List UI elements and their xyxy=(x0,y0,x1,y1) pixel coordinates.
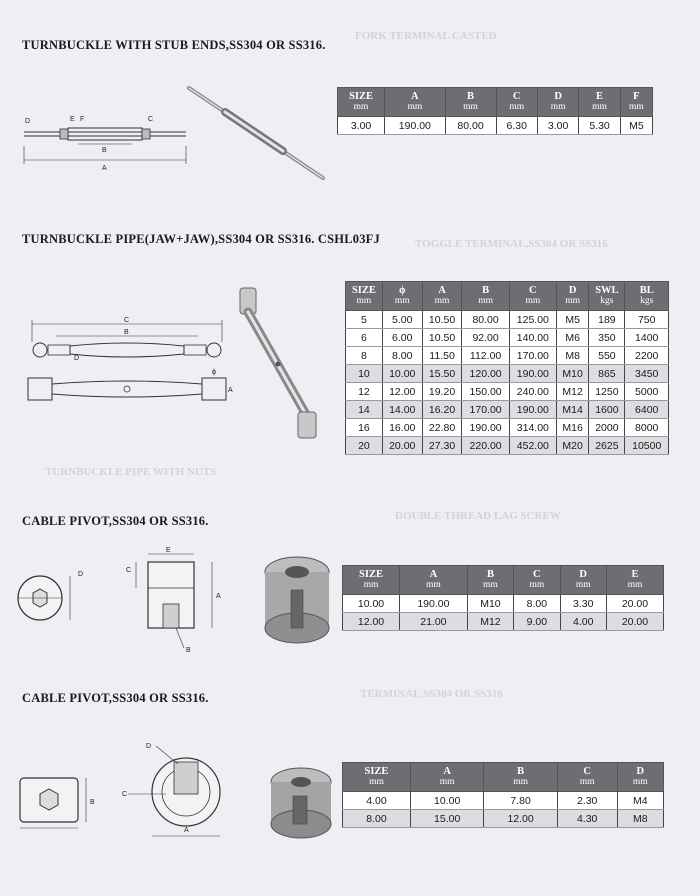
table-cell: 6.30 xyxy=(496,117,537,135)
table-row xyxy=(346,311,669,329)
dimension-label: ϕ xyxy=(212,369,216,376)
show-through-text: DOUBLE THREAD LAG SCREW xyxy=(395,510,561,522)
dimension-label: A xyxy=(184,827,189,834)
table-cell: 8.00 xyxy=(382,347,422,365)
cable-pivot-small-drawing-side xyxy=(14,770,104,832)
table-cell: M12 xyxy=(556,383,588,401)
table-cell: 4.00 xyxy=(343,792,411,810)
dimension-label: A xyxy=(102,165,107,172)
dimension-label: C xyxy=(148,116,154,123)
table-cell: 8.00 xyxy=(343,810,411,828)
cable-pivot-photo xyxy=(258,552,336,648)
table-cell: 190.00 xyxy=(400,595,468,613)
table-cell: 170.00 xyxy=(509,347,556,365)
column-header: SWL kgs xyxy=(589,282,625,311)
table-cell: 10 xyxy=(346,365,383,383)
dimension-label: B xyxy=(124,329,129,336)
table-cell: 750 xyxy=(625,311,669,329)
table-header-row xyxy=(346,282,669,311)
table-cell: 11.50 xyxy=(422,347,462,365)
table-cell: M4 xyxy=(617,792,663,810)
table-row xyxy=(346,329,669,347)
table-cell: 16.00 xyxy=(382,419,422,437)
cable-pivot-drawing-side xyxy=(118,548,236,652)
table-cell: M10 xyxy=(556,365,588,383)
table-cell: 20.00 xyxy=(606,595,663,613)
table-cell: 20 xyxy=(346,437,383,455)
table-cell: 1400 xyxy=(625,329,669,347)
table-cell: 189 xyxy=(589,311,625,329)
table-header-row xyxy=(343,763,664,792)
table-cell: 2200 xyxy=(625,347,669,365)
turnbuckle-pipe-drawing xyxy=(26,316,232,418)
table-cell: 92.00 xyxy=(462,329,509,347)
show-through-text: TOGGLE TERMINAL,SS304 OR SS316 xyxy=(415,238,608,250)
column-header: B mm xyxy=(445,88,496,117)
column-header: BL kgs xyxy=(625,282,669,311)
table-cell: 5000 xyxy=(625,383,669,401)
table-cell: M5 xyxy=(556,311,588,329)
table-cell: 14 xyxy=(346,401,383,419)
dimension-label: B xyxy=(102,147,107,154)
column-header: C mm xyxy=(557,763,617,792)
table-cell: 22.80 xyxy=(422,419,462,437)
dimension-label: D xyxy=(78,571,84,578)
table-cell: 15.00 xyxy=(410,810,483,828)
table-row xyxy=(346,365,669,383)
table-cell: 190.00 xyxy=(509,401,556,419)
table-cell: 865 xyxy=(589,365,625,383)
column-header: SIZE mm xyxy=(346,282,383,311)
show-through-text: TERMINAL,SS304 OR SS316 xyxy=(360,688,503,700)
table-cell: 12.00 xyxy=(382,383,422,401)
table-cell: 5.30 xyxy=(579,117,620,135)
table-cell: 6 xyxy=(346,329,383,347)
table-header-row xyxy=(343,566,664,595)
table-row xyxy=(343,613,664,631)
column-header: SIZE mm xyxy=(343,763,411,792)
table-cell: M8 xyxy=(617,810,663,828)
cable-pivot-small-drawing-front xyxy=(118,738,238,842)
dimension-label: D xyxy=(25,118,31,125)
column-header: SIZE mm xyxy=(338,88,385,117)
table-cell: 12 xyxy=(346,383,383,401)
table-cell: 150.00 xyxy=(462,383,509,401)
spec-table-turnbuckle-pipe xyxy=(345,281,669,455)
dimension-label: B xyxy=(186,647,191,654)
table-cell: 452.00 xyxy=(509,437,556,455)
table-cell: 240.00 xyxy=(509,383,556,401)
table-cell: 10.50 xyxy=(422,329,462,347)
table-cell: M20 xyxy=(556,437,588,455)
table-cell: 8000 xyxy=(625,419,669,437)
table-cell: M12 xyxy=(467,613,513,631)
table-cell: 190.00 xyxy=(462,419,509,437)
column-header: C mm xyxy=(514,566,560,595)
column-header: D mm xyxy=(556,282,588,311)
table-row xyxy=(346,401,669,419)
table-row xyxy=(343,792,664,810)
table-cell: 140.00 xyxy=(509,329,556,347)
table-cell: 5 xyxy=(346,311,383,329)
table-cell: 21.00 xyxy=(400,613,468,631)
dimension-label: A xyxy=(216,593,221,600)
table-cell: 220.00 xyxy=(462,437,509,455)
table-cell: 5.00 xyxy=(382,311,422,329)
table-cell: M14 xyxy=(556,401,588,419)
table-cell: 4.30 xyxy=(557,810,617,828)
table-cell: 14.00 xyxy=(382,401,422,419)
column-header: E mm xyxy=(579,88,620,117)
table-cell: 1250 xyxy=(589,383,625,401)
table-cell: 3.00 xyxy=(537,117,578,135)
table-cell: 4.00 xyxy=(560,613,606,631)
column-header: B mm xyxy=(467,566,513,595)
table-cell: 314.00 xyxy=(509,419,556,437)
cable-pivot-small-photo xyxy=(262,762,340,844)
column-header: SIZE mm xyxy=(343,566,400,595)
table-row xyxy=(338,117,653,135)
table-row xyxy=(343,595,664,613)
table-cell: 10.00 xyxy=(410,792,483,810)
column-header: ϕ mm xyxy=(382,282,422,311)
table-cell: 16.20 xyxy=(422,401,462,419)
table-cell: 16 xyxy=(346,419,383,437)
column-header: A mm xyxy=(410,763,483,792)
column-header: D mm xyxy=(537,88,578,117)
column-header: C mm xyxy=(509,282,556,311)
column-header: F mm xyxy=(620,88,652,117)
table-cell: 550 xyxy=(589,347,625,365)
table-cell: M6 xyxy=(556,329,588,347)
dimension-label: D xyxy=(146,743,152,750)
table-cell: 10500 xyxy=(625,437,669,455)
dimension-label: E xyxy=(70,116,75,123)
show-through-text: FORK TERMINAL CASTED xyxy=(355,30,497,42)
table-row xyxy=(346,383,669,401)
table-cell: 10.50 xyxy=(422,311,462,329)
column-header: A mm xyxy=(400,566,468,595)
table-cell: 19.20 xyxy=(422,383,462,401)
table-cell: 15.50 xyxy=(422,365,462,383)
table-cell: 2625 xyxy=(589,437,625,455)
table-cell: 1600 xyxy=(589,401,625,419)
table-cell: 10.00 xyxy=(382,365,422,383)
dimension-label: D xyxy=(74,355,80,362)
table-cell: 3450 xyxy=(625,365,669,383)
column-header: A mm xyxy=(385,88,445,117)
table-header-row xyxy=(338,88,653,117)
dimension-label: C xyxy=(126,567,132,574)
dimension-label: A xyxy=(228,387,233,394)
dimension-label: C xyxy=(122,791,128,798)
column-header: B mm xyxy=(462,282,509,311)
dimension-label: F xyxy=(80,116,85,123)
spec-table-cable-pivot-small xyxy=(342,762,664,828)
turnbuckle-stub-photo xyxy=(185,84,327,184)
section-title: CABLE PIVOT,SS304 OR SS316. xyxy=(22,691,209,705)
table-cell: 125.00 xyxy=(509,311,556,329)
table-cell: 8 xyxy=(346,347,383,365)
table-cell: 12.00 xyxy=(343,613,400,631)
show-through-text: TURNBUCKLE PIPE WITH NUTS xyxy=(45,466,217,478)
dimension-label: E xyxy=(166,547,171,554)
table-cell: 190.00 xyxy=(509,365,556,383)
cable-pivot-drawing-front xyxy=(14,570,100,626)
table-cell: 10.00 xyxy=(343,595,400,613)
column-header: D mm xyxy=(560,566,606,595)
table-cell: 80.00 xyxy=(462,311,509,329)
section-title: TURNBUCKLE PIPE(JAW+JAW),SS304 OR SS316. CSHL03FJ xyxy=(22,232,380,246)
column-header: E mm xyxy=(606,566,663,595)
table-cell: 190.00 xyxy=(385,117,445,135)
column-header: C mm xyxy=(496,88,537,117)
table-cell: 350 xyxy=(589,329,625,347)
spec-table-cable-pivot xyxy=(342,565,664,631)
table-row xyxy=(343,810,664,828)
table-cell: 2.30 xyxy=(557,792,617,810)
table-cell: 2000 xyxy=(589,419,625,437)
table-cell: 20.00 xyxy=(606,613,663,631)
table-cell: 112.00 xyxy=(462,347,509,365)
section-title: CABLE PIVOT,SS304 OR SS316. xyxy=(22,514,209,528)
column-header: B mm xyxy=(484,763,557,792)
table-cell: M10 xyxy=(467,595,513,613)
table-cell: 170.00 xyxy=(462,401,509,419)
table-cell: 80.00 xyxy=(445,117,496,135)
table-cell: 20.00 xyxy=(382,437,422,455)
table-cell: 9.00 xyxy=(514,613,560,631)
table-cell: 120.00 xyxy=(462,365,509,383)
turnbuckle-pipe-photo xyxy=(228,284,328,444)
table-cell: 27.30 xyxy=(422,437,462,455)
table-cell: 3.00 xyxy=(338,117,385,135)
section-title: TURNBUCKLE WITH STUB ENDS,SS304 OR SS316. xyxy=(22,38,326,52)
table-cell: 7.80 xyxy=(484,792,557,810)
column-header: D mm xyxy=(617,763,663,792)
table-cell: M8 xyxy=(556,347,588,365)
table-cell: M5 xyxy=(620,117,652,135)
table-cell: 6400 xyxy=(625,401,669,419)
table-row xyxy=(346,347,669,365)
turnbuckle-stub-drawing xyxy=(20,112,190,174)
dimension-label: C xyxy=(124,317,130,324)
table-row xyxy=(346,437,669,455)
table-cell: 12.00 xyxy=(484,810,557,828)
table-cell: 6.00 xyxy=(382,329,422,347)
table-cell: M16 xyxy=(556,419,588,437)
table-row xyxy=(346,419,669,437)
spec-table-turnbuckle-stub xyxy=(337,87,653,135)
table-cell: 3.30 xyxy=(560,595,606,613)
dimension-label: B xyxy=(90,799,95,806)
column-header: A mm xyxy=(422,282,462,311)
table-cell: 8.00 xyxy=(514,595,560,613)
